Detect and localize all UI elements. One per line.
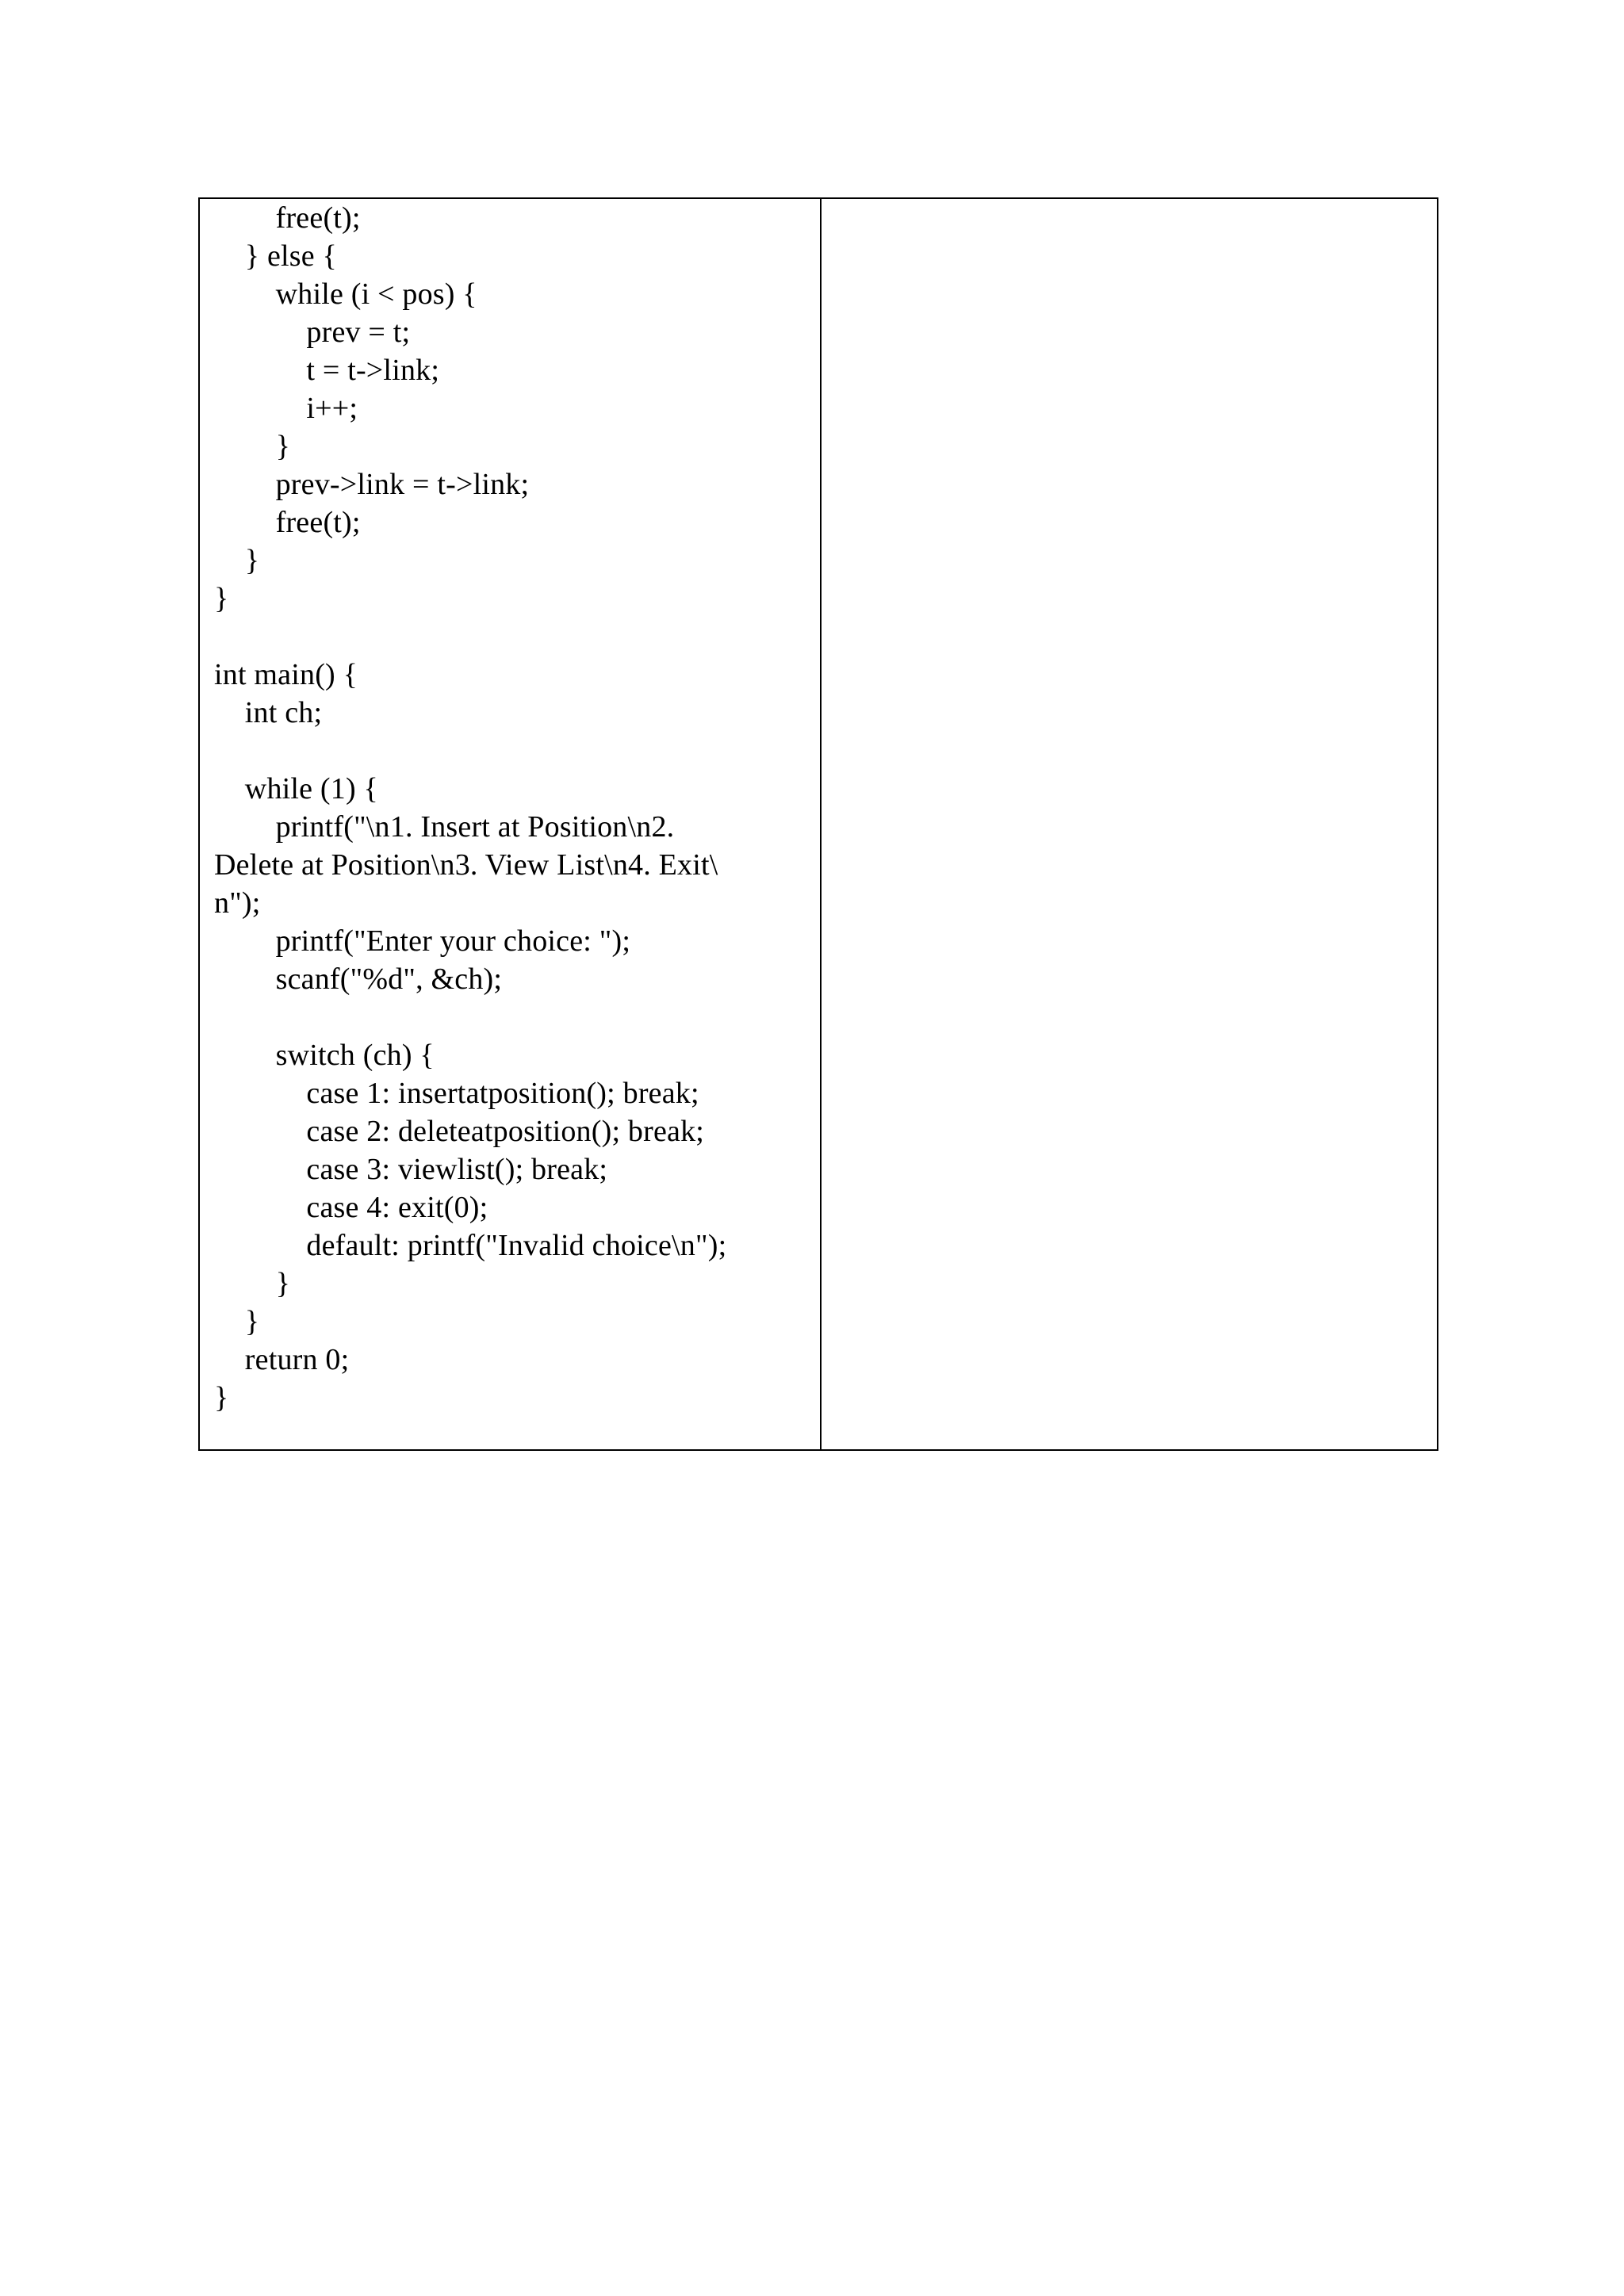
code-cell — [199, 198, 821, 1450]
code-line — [214, 618, 820, 656]
code-line: } — [214, 1381, 229, 1414]
output-cell — [821, 198, 1438, 1450]
code-listing — [200, 199, 820, 1417]
code-line: } else { — [214, 239, 337, 273]
code-line: default: printf("Invalid choice\n"); — [214, 1229, 727, 1262]
code-line: while (1) { — [214, 772, 378, 806]
code-line: } — [214, 1267, 291, 1300]
code-line: t = t->link; — [214, 354, 440, 387]
code-line: i++; — [214, 392, 358, 425]
code-line: int ch; — [214, 696, 323, 729]
code-line: case 4: exit(0); — [214, 1191, 488, 1224]
code-line: free(t); — [214, 506, 361, 539]
code-line: case 3: viewlist(); break; — [214, 1153, 608, 1186]
code-line: } — [214, 1305, 260, 1338]
code-line: } — [214, 430, 291, 463]
code-line: Delete at Position\n3. View List\n4. Exit\ — [214, 848, 718, 882]
table-row — [199, 198, 1438, 1450]
code-line: prev = t; — [214, 316, 411, 349]
code-line: } — [214, 582, 229, 615]
code-line — [214, 998, 820, 1036]
code-line: prev->link = t->link; — [214, 468, 530, 501]
code-line: printf("Enter your choice: "); — [214, 924, 631, 958]
code-line: free(t); — [214, 201, 361, 235]
code-line: return 0; — [214, 1343, 350, 1376]
code-line: } — [214, 544, 260, 577]
code-line: case 2: deleteatposition(); break; — [214, 1115, 705, 1148]
code-line: case 1: insertatposition(); break; — [214, 1077, 699, 1110]
code-line: switch (ch) { — [214, 1039, 435, 1072]
code-line: printf("\n1. Insert at Position\n2. — [214, 810, 675, 844]
code-table — [198, 197, 1438, 1451]
code-line: n"); — [214, 886, 261, 920]
code-line — [214, 732, 820, 770]
code-line: scanf("%d", &ch); — [214, 962, 503, 996]
code-line: int main() { — [214, 658, 358, 691]
code-line: while (i < pos) { — [214, 277, 477, 311]
